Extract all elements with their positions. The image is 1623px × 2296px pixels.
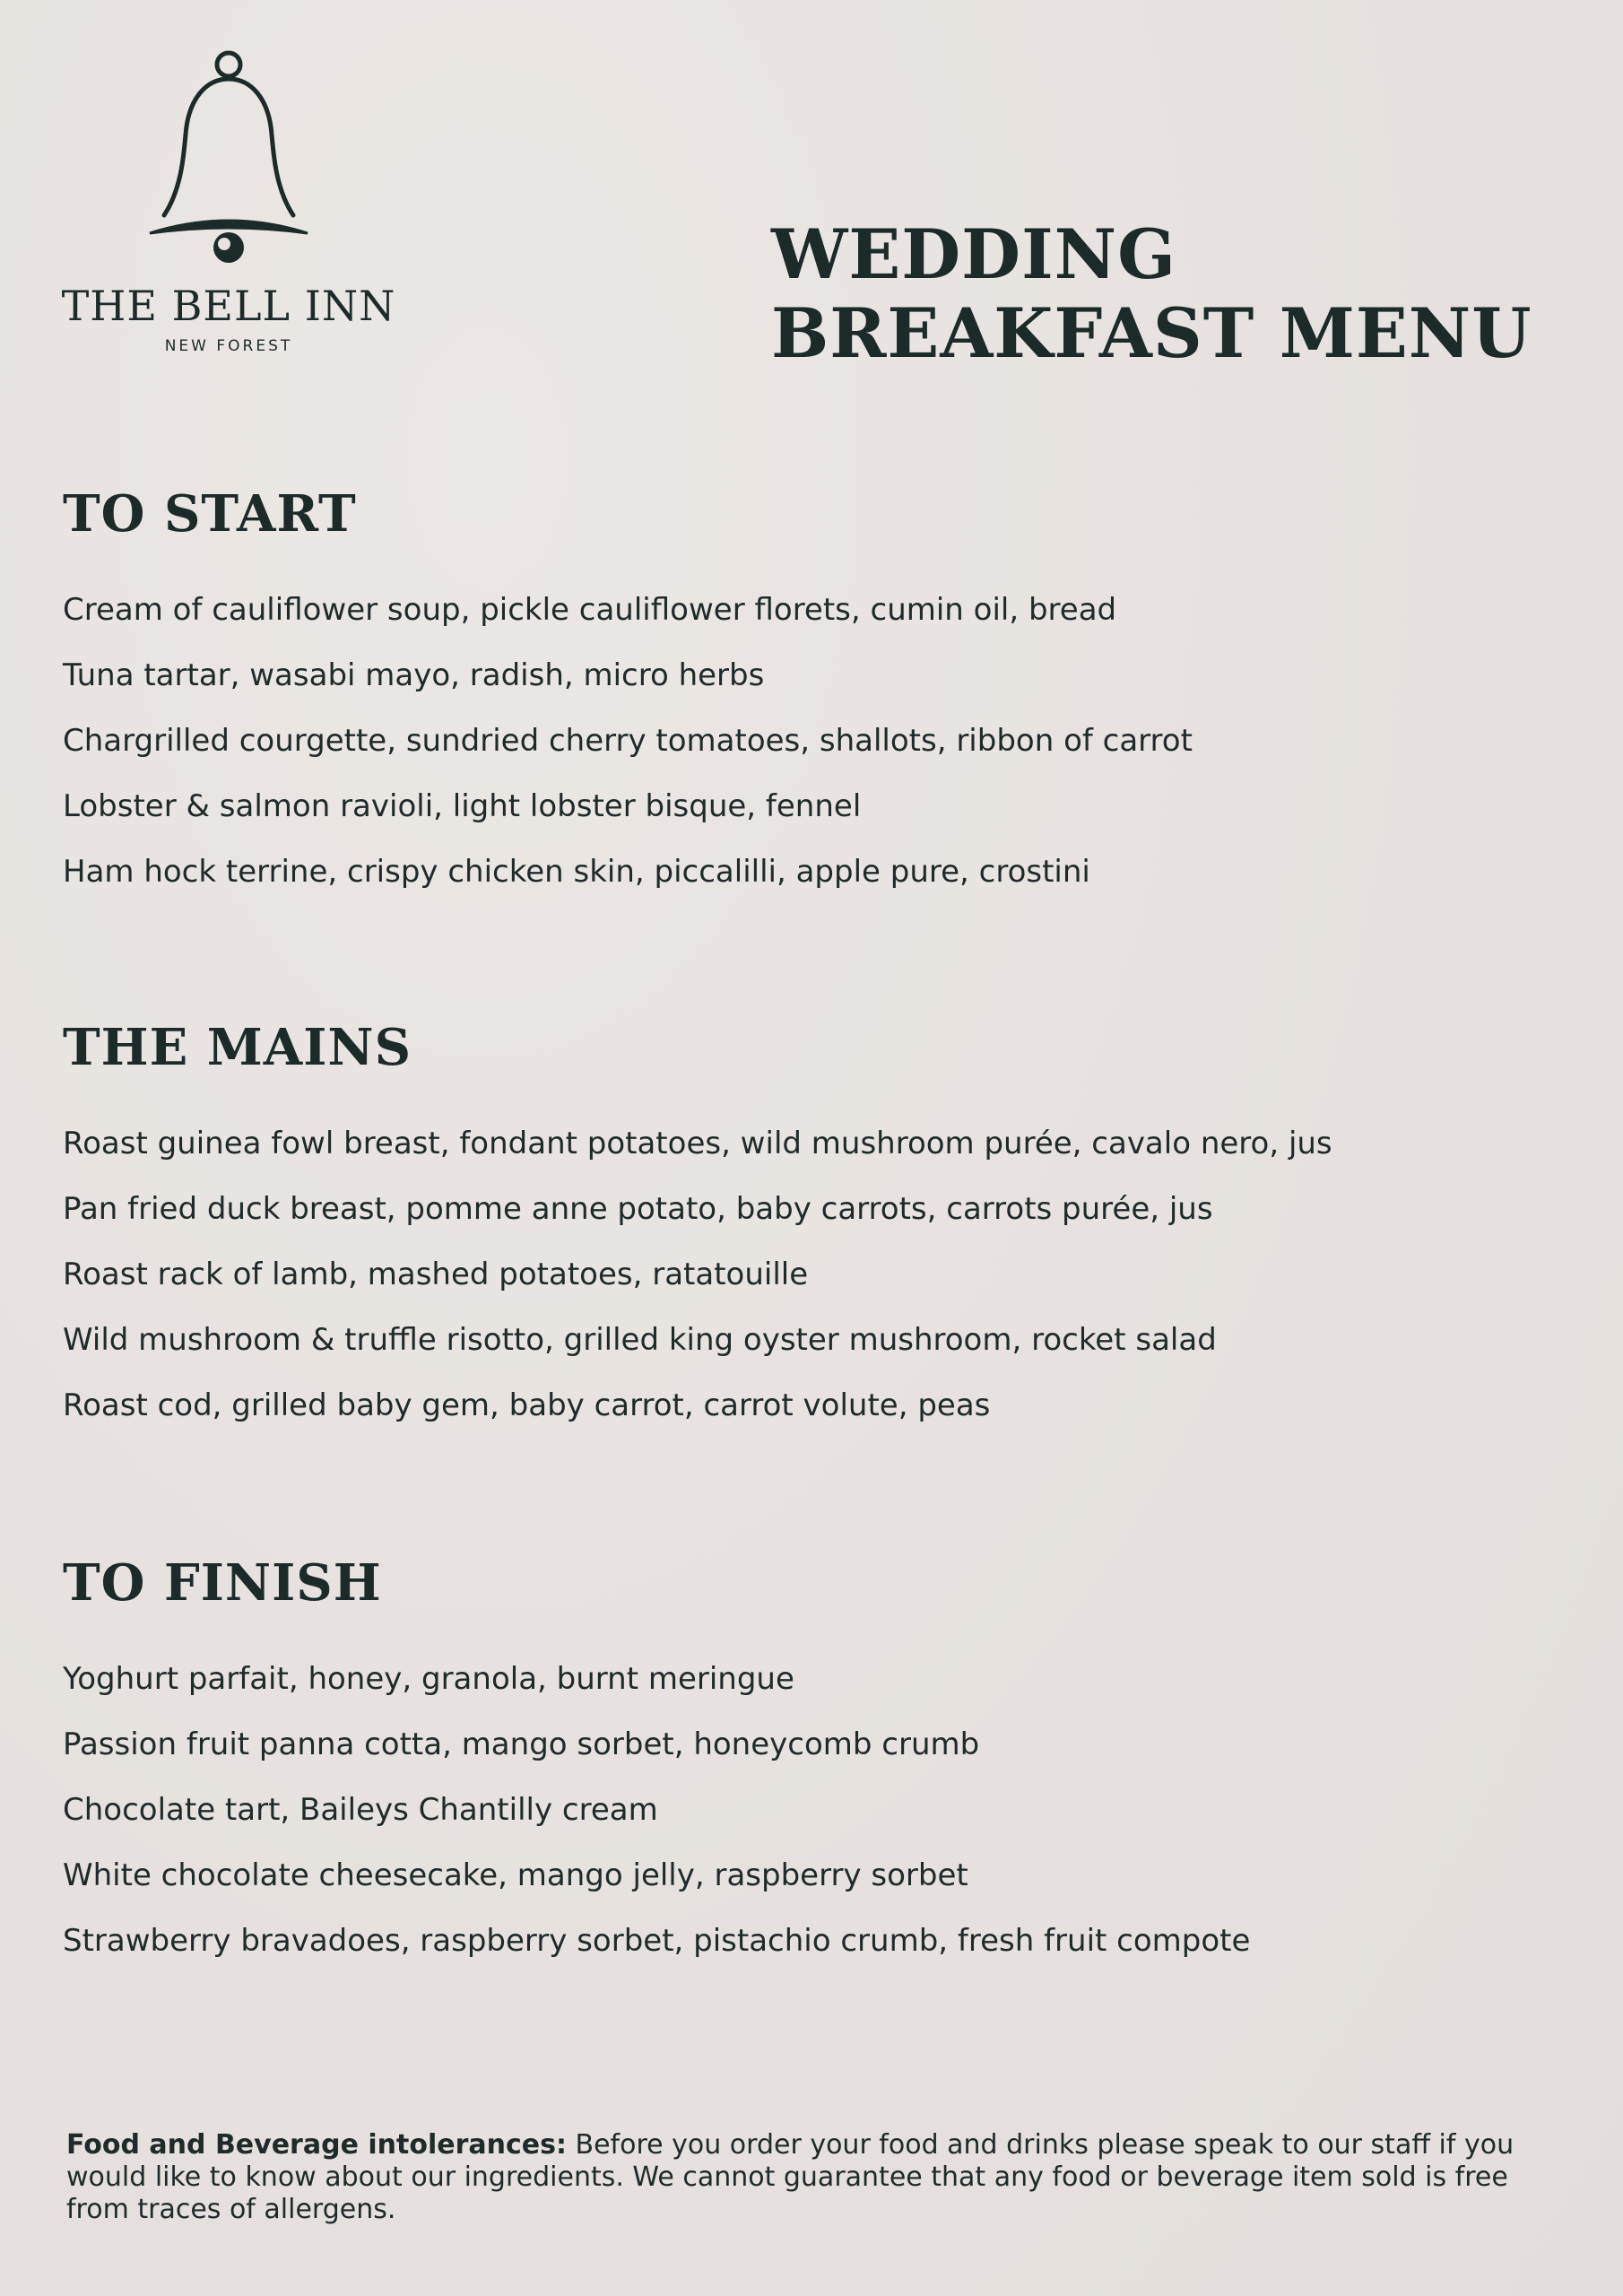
menu-item: Pan fried duck breast, pomme anne potato, baby carrots, carrots purée, jus bbox=[63, 1191, 1213, 1227]
menu-item: Lobster & salmon ravioli, light lobster bisque, fennel bbox=[63, 788, 862, 824]
menu-list bbox=[63, 1111, 1332, 1439]
menu-list bbox=[63, 578, 1193, 905]
section-heading: TO START bbox=[63, 484, 357, 544]
section-heading: TO FINISH bbox=[63, 1553, 382, 1613]
allergen-note-label: Food and Beverage intolerances: bbox=[66, 2129, 567, 2161]
menu-item: Chocolate tart, Baileys Chantilly cream bbox=[63, 1792, 658, 1828]
section-the-mains bbox=[63, 1018, 1332, 1439]
section-to-start bbox=[63, 484, 1193, 905]
menu-item: Passion fruit panna cotta, mango sorbet, honeycomb crumb bbox=[63, 1726, 980, 1762]
bell-icon bbox=[139, 45, 318, 269]
menu-list bbox=[63, 1647, 1250, 1974]
section-heading: THE MAINS bbox=[63, 1018, 412, 1077]
menu-item: Tuna tartar, wasabi mayo, radish, micro herbs bbox=[63, 657, 765, 693]
menu-item: Chargrilled courgette, sundried cherry tomatoes, shallots, ribbon of carrot bbox=[63, 723, 1193, 759]
menu-item: Wild mushroom & truffle risotto, grilled king oyster mushroom, rocket salad bbox=[63, 1322, 1217, 1358]
title-line-2: BREAKFAST MENU bbox=[771, 293, 1532, 373]
page-title bbox=[771, 215, 1532, 373]
menu-item: Ham hock terrine, crispy chicken skin, piccalilli, apple pure, crostini bbox=[63, 854, 1090, 890]
allergen-note-text: Before you order your food and drinks please speak to our staff if you would like to know about our ingredients. We cannot guarantee that any food or beverage item sold is free from traces of allergens. bbox=[66, 2129, 1515, 2225]
menu-item: Roast rack of lamb, mashed potatoes, ratatouille bbox=[63, 1257, 809, 1292]
menu-item: Yoghurt parfait, honey, granola, burnt meringue bbox=[63, 1661, 794, 1697]
title-line-1: WEDDING bbox=[771, 214, 1177, 294]
section-to-finish bbox=[63, 1553, 1250, 1974]
menu-item: White chocolate cheesecake, mango jelly, raspberry sorbet bbox=[63, 1857, 968, 1893]
menu-item: Cream of cauliflower soup, pickle cauliflower florets, cumin oil, bread bbox=[63, 592, 1117, 628]
allergen-note bbox=[66, 2129, 1519, 2226]
logo-name: THE BELL INN bbox=[61, 282, 396, 330]
menu-item: Strawberry bravadoes, raspberry sorbet, pistachio crumb, fresh fruit compote bbox=[63, 1923, 1251, 1959]
logo bbox=[54, 45, 404, 355]
menu-item: Roast cod, grilled baby gem, baby carrot, carrot volute, peas bbox=[63, 1387, 991, 1423]
logo-subtitle: NEW FOREST bbox=[164, 337, 293, 355]
menu-item: Roast guinea fowl breast, fondant potatoes, wild mushroom purée, cavalo nero, jus bbox=[63, 1126, 1332, 1161]
